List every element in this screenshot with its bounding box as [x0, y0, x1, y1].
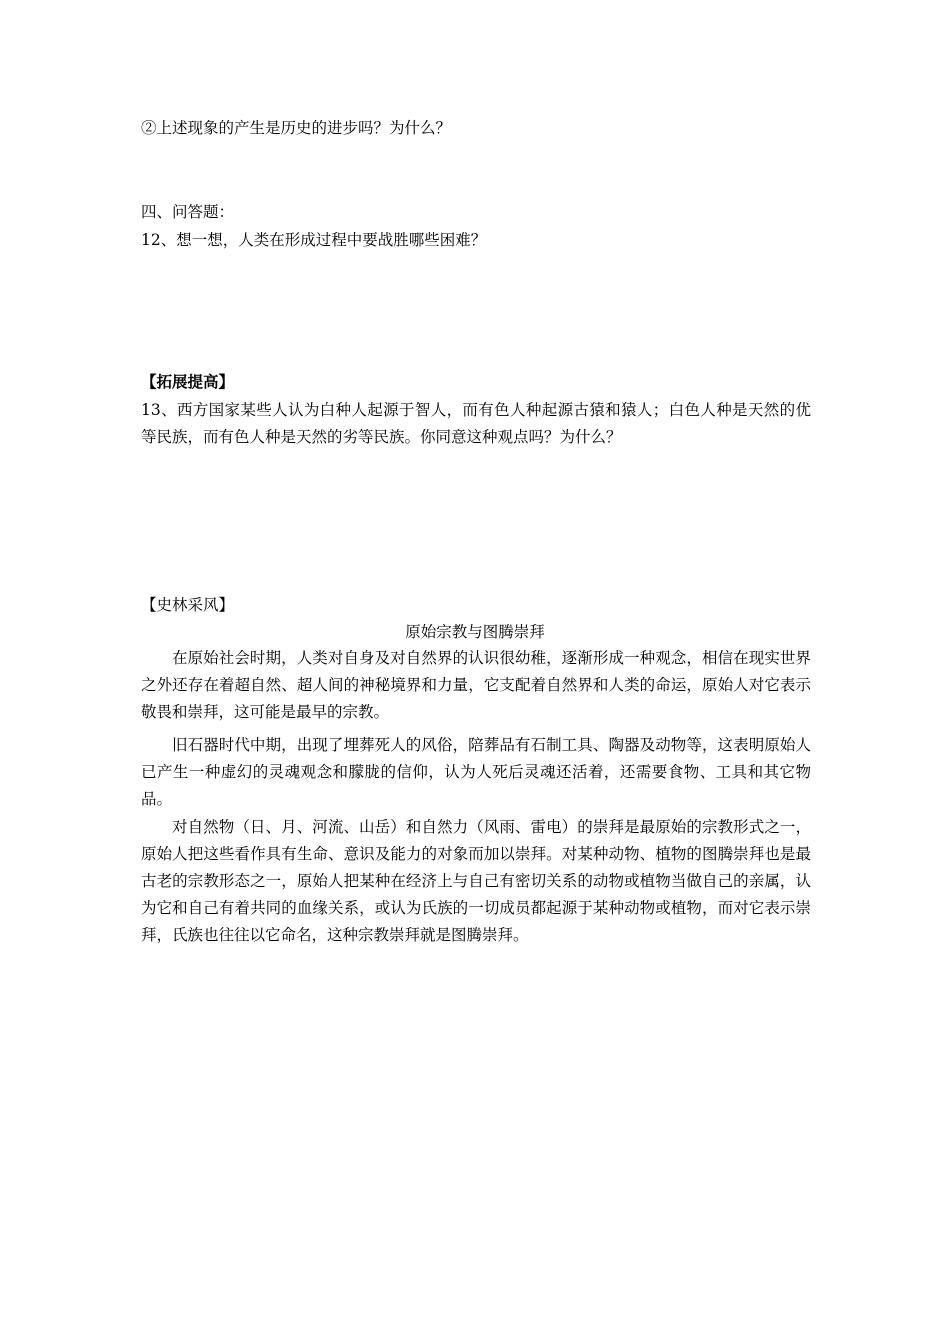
- article-title: 原始宗教与图腾崇拜: [405, 623, 545, 641]
- question-11-part-2: ②上述现象的产生是历史的进步吗？为什么？: [141, 119, 452, 137]
- article-paragraph-1: 在原始社会时期，人类对自身及对自然界的认识很幼稚，逐渐形成一种观念，相信在现实世界之外还存在着超自然、超人间的神秘境界和力量，它支配着自然界和人类的命运，原始人对它表示敬畏和崇拜，这可能是最早的宗教。: [141, 649, 811, 721]
- article-paragraph-3: 对自然物（日、月、河流、山岳）和自然力（风雨、雷电）的崇拜是最原始的宗教形式之一，原始人把这些看作具有生命、意识及能力的对象而加以崇拜。对某种动物、植物的图腾崇拜也是最古老的宗教形态之一，原始人把某种在经济上与自己有密切关系的动物或植物当做自己的亲属，认为它和自己有着共同的血缘关系，或认为氏族的一切成员都起源于某种动物或植物，而对它表示崇拜，氏族也往往以它命名，这种宗教崇拜就是图腾崇拜。: [141, 818, 811, 944]
- history-heading: 【史林采风】: [141, 596, 235, 614]
- question-12: 12、想一想，人类在形成过程中要战胜哪些困难？: [141, 231, 487, 249]
- section-4-heading: 四、问答题：: [141, 203, 235, 221]
- extension-heading: 【拓展提高】: [141, 372, 235, 391]
- article-paragraph-2: 旧石器时代中期，出现了埋葬死人的风俗，陪葬品有石制工具、陶器及动物等，这表明原始人已产生一种虚幻的灵魂观念和朦胧的信仰，认为人死后灵魂还活着，还需要食物、工具和其它物品。: [141, 736, 811, 808]
- question-13: 13、西方国家某些人认为白种人起源于智人，而有色人种起源古猿和猿人；白色人种是天然的优等民族，而有色人种是天然的劣等民族。你同意这种观点吗？为什么？: [141, 401, 811, 446]
